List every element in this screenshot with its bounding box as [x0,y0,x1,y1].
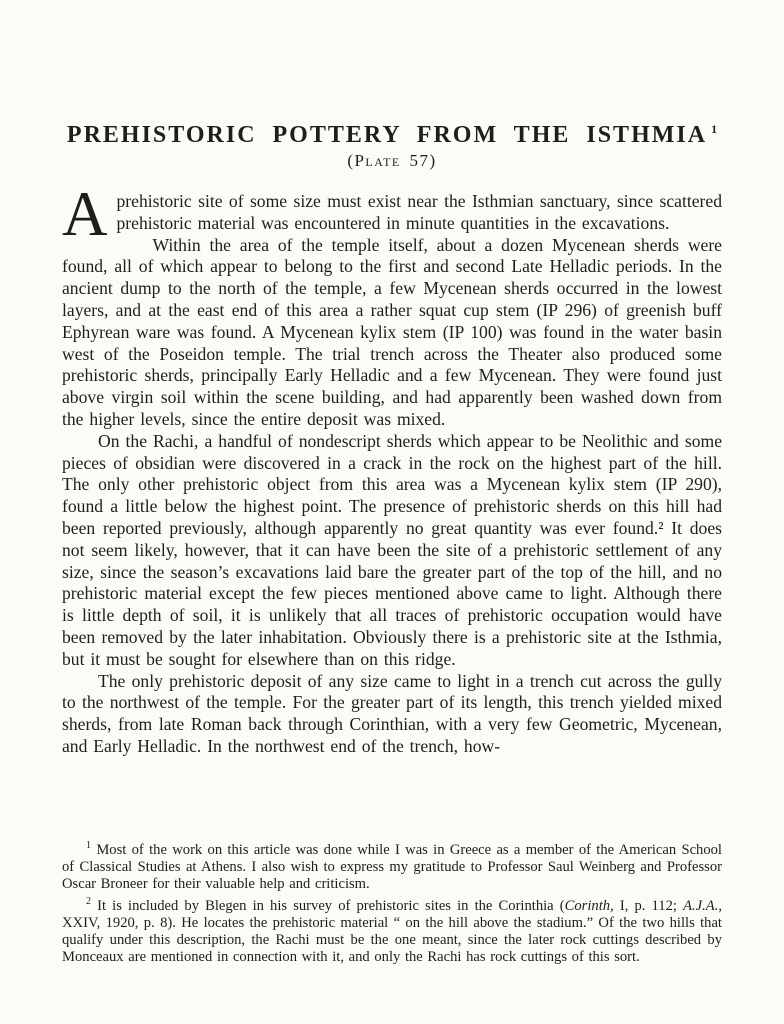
article-body [62,179,722,758]
footnote-2-italic-corinth: Corinth [564,897,611,914]
footnote-2 [62,893,722,966]
article-title [0,122,784,149]
footnote-2-text-part: , I, p. 112; [610,897,684,914]
plate-caption: (Plate 57) [347,151,437,170]
paragraph [62,235,722,431]
paragraph-text: prehistoric site of some size must exist near the Isthmian sanctuary, since scattered prehistoric material was encountered in minute quantities in the excavations. [116,191,722,233]
paragraph [62,431,722,671]
footnote-1-text: Most of the work on this article was done while I was in Greece as a member of the American School of Classical Studies at Athens. I also wish to express my gratitude to Professor Saul Weinberg and Professor Oscar Broneer for their valuable help and criticism. [62,841,722,892]
dropcap-initial: A [62,179,108,249]
footnote-2-italic-aja: A.J.A. [683,897,719,914]
paragraph [62,179,722,249]
article-title-text: PREHISTORIC POTTERY FROM THE ISTHMIA [66,122,708,149]
title-footnote-ref: 1 [711,122,718,137]
paragraph-text: The only prehistoric deposit of any size came to light in a trench cut across the gully to the northwest of the temple. For the greater part of its length, this trench yielded mixed sherds, from late Roman back through Corinthian, with a very few Geometric, Mycenean, and Early Helladic. In the northwest end of the trench, how- [62,670,722,756]
footnote-2-marker: 2 [86,895,91,907]
footnote-1-marker: 1 [86,840,91,851]
footnotes-block [62,837,722,966]
footnote-2-text-part: It is included by Blegen in his survey of prehistoric sites in the Corinthia ( [97,897,565,914]
paragraph-text: On the Rachi, a handful of nondescript sherds which appear to be Neolithic and some pieces of obsidian were discovered in a crack in the rock on the highest part of the hill. The only other prehistoric object from this area was a Mycenean kylix stem (IP 290), found a little below the highest point. The presence of prehistoric sherds on this hill had been reported previously, although apparently no great quantity was ever found.² It does not seem likely, however, that it can have been the site of a prehistoric settlement of any size, since the season’s excavations laid bare the greater part of the top of the hill, and no prehistoric material except the few pieces mentioned above came to light. Although there is little depth of soil, it is unlikely that all traces of prehistoric occupation would have been removed by the later inhabitation. Obviously there is a prehistoric site at the Isthmia, but it must be sought for elsewhere than on this ridge. [62,430,722,669]
paragraph-text: Within the area of the temple itself, about a dozen Mycenean sherds were found, all of which appear to belong to the first and second Late Helladic periods. In the ancient dump to the north of the temple, a few Mycenean sherds occurred in the lowest layers, and at the east end of this area a rather squat cup stem (IP 296) of greenish buff Ephyrean ware was found. A Mycenean kylix stem (IP 100) was found in the water basin west of the Poseidon temple. The trial trench across the Theater also produced some prehistoric sherds, principally Early Helladic and a few Mycenean. They were found just above virgin soil within the scene building, and had apparently been washed down from the higher levels, since the entire deposit was mixed. [62,234,722,429]
paragraph [62,671,722,758]
footnote-1 [62,837,722,893]
footnote-2-text-part: , XXIV, 1920, p. 8). He locates the prehistoric material “ on the hill above the stadium.” Of the two hills that qualify under this description, the Rachi must be the one meant, since the later rock cuttings described by Monceaux are mentioned in connection with it, and only the Rachi has rock cuttings of this sort. [62,897,722,965]
